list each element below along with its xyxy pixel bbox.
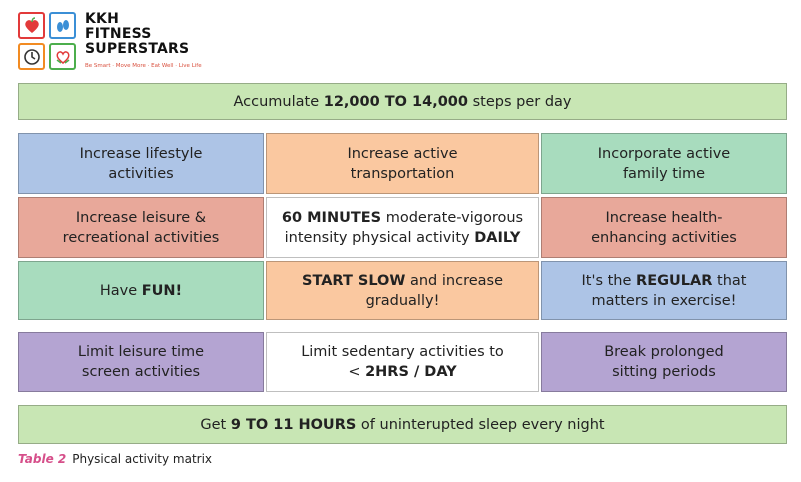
brand-line-3: SUPERSTARS bbox=[85, 41, 190, 57]
sleep-banner-bold: 9 TO 11 HOURS bbox=[230, 416, 357, 433]
brand-line-2: FITNESS bbox=[85, 26, 152, 42]
cell-text: Increase leisure & recreational activities bbox=[62, 209, 220, 246]
matrix-cell-leisure bbox=[18, 197, 264, 258]
steps-banner bbox=[18, 83, 787, 120]
matrix-cell-lifestyle bbox=[18, 133, 264, 194]
table-number: Table 2 bbox=[18, 452, 67, 466]
cell-bold: 2HRS / DAY bbox=[365, 364, 457, 380]
cell-bold: FUN! bbox=[141, 282, 183, 299]
logo-icon-grid bbox=[18, 12, 80, 74]
matrix-cell-sedentary bbox=[266, 332, 539, 392]
cell-text: moderate-vigorous intensity physical activity bbox=[284, 209, 524, 246]
footprints-icon bbox=[49, 12, 76, 39]
brand-line-1: KKH bbox=[85, 11, 120, 27]
sleep-banner-post: of uninterupted sleep every night bbox=[356, 416, 605, 433]
cell-bold: 60 MINUTES bbox=[281, 209, 382, 226]
brand-tagline: Be Smart · Move More · Eat Well · Live Life bbox=[85, 63, 202, 69]
cell-text-2: that matters in exercise! bbox=[591, 272, 747, 309]
heart-hands-icon bbox=[49, 43, 76, 70]
heart-apple-icon bbox=[18, 12, 45, 39]
table-caption bbox=[18, 452, 212, 466]
cell-text: Increase lifestyle activities bbox=[79, 145, 203, 182]
matrix-cell-screen-time bbox=[18, 332, 264, 392]
cell-text: It's the bbox=[581, 272, 637, 289]
matrix-cell-60-minutes bbox=[266, 197, 539, 258]
cell-text: Incorporate active family time bbox=[597, 145, 731, 182]
cell-text: Limit sedentary activities to < bbox=[301, 344, 504, 380]
cell-text: Limit leisure time screen activities bbox=[77, 344, 205, 380]
matrix-cell-regular bbox=[541, 261, 787, 320]
sleep-banner-pre: Get bbox=[200, 416, 231, 433]
cell-bold: REGULAR bbox=[636, 272, 713, 289]
cell-text: Have bbox=[99, 282, 142, 299]
matrix-cell-start-slow bbox=[266, 261, 539, 320]
brand-name bbox=[85, 12, 189, 57]
cell-text: Increase active transportation bbox=[347, 145, 458, 182]
cell-text: Break prolonged sitting periods bbox=[604, 344, 724, 380]
steps-banner-bold: 12,000 TO 14,000 bbox=[323, 93, 468, 110]
matrix-cell-sitting bbox=[541, 332, 787, 392]
matrix-cell-transportation bbox=[266, 133, 539, 194]
cell-bold-2: DAILY bbox=[474, 229, 521, 246]
steps-banner-post: steps per day bbox=[467, 93, 572, 110]
clock-icon bbox=[18, 43, 45, 70]
sleep-banner bbox=[18, 405, 787, 444]
cell-text: Increase health-enhancing activities bbox=[591, 209, 737, 246]
steps-banner-pre: Accumulate bbox=[233, 93, 324, 110]
matrix-cell-have-fun bbox=[18, 261, 264, 320]
kkh-fitness-superstars-logo bbox=[18, 11, 202, 76]
table-title: Physical activity matrix bbox=[72, 452, 213, 466]
cell-text: and increase gradually! bbox=[365, 272, 503, 309]
matrix-cell-health-enhancing bbox=[541, 197, 787, 258]
matrix-cell-family-time bbox=[541, 133, 787, 194]
cell-bold: START SLOW bbox=[302, 272, 406, 289]
